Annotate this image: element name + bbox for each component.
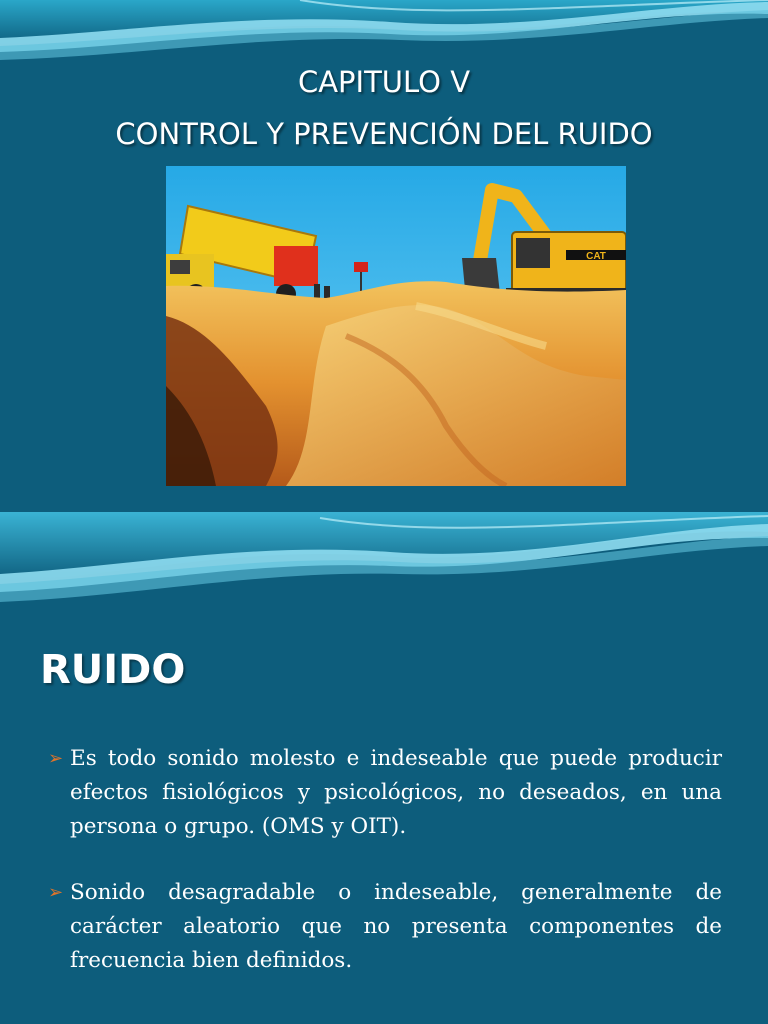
arrow-bullet-icon: ➢ (48, 748, 64, 769)
header-wave-decoration (0, 512, 768, 612)
construction-photo (166, 166, 626, 486)
bullet-item (48, 876, 722, 978)
bullet-list (48, 742, 722, 1010)
bullet-item (48, 742, 722, 844)
bullet-text: Sonido desagradable o indeseable, generalmente de carácter aleatorio que no presenta componentes de frecuencia bien definidos. (70, 880, 722, 973)
bullet-text: Es todo sonido molesto e indeseable que puede producir efectos fisiológicos y psicológicos, no deseados, en una persona o grupo. (OMS y OIT). (70, 746, 722, 839)
title-line-2: CONTROL Y PREVENCIÓN DEL RUIDO (115, 117, 653, 151)
arrow-bullet-icon: ➢ (48, 882, 64, 903)
slide-title (0, 56, 768, 160)
title-line-1: CAPITULO V (297, 65, 471, 99)
cat-logo: CAT (586, 251, 606, 262)
slide-heading: RUIDO (40, 647, 186, 693)
